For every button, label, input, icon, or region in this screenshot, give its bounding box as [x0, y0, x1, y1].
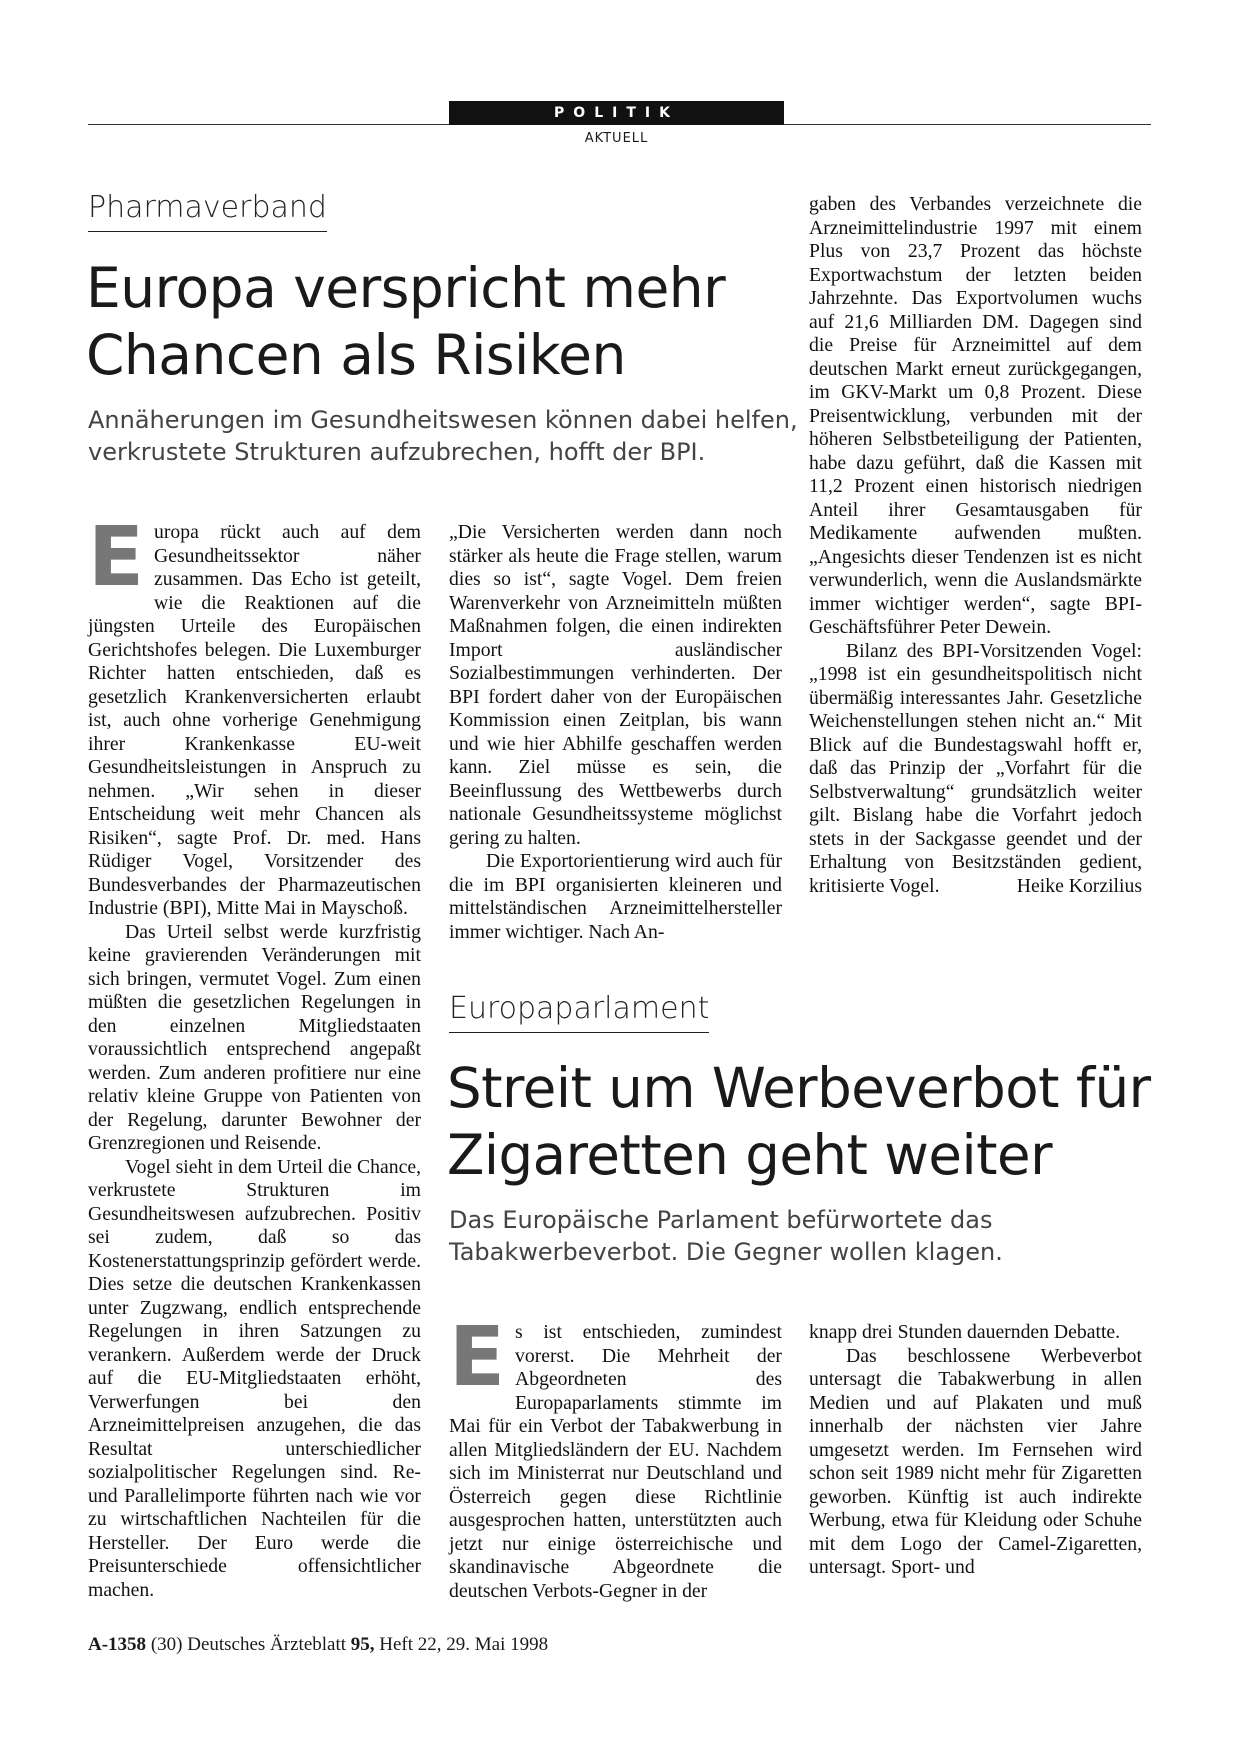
article2-column-2	[809, 1321, 1142, 1580]
article2-headline-line1: Streit um Werbeverbot für	[447, 1056, 1151, 1120]
article1-col2-para2: Die Exportorientierung wird auch für die im BPI organisierten kleineren und mittelständischen Arzneimittelhersteller immer wichtiger. Nach An-	[449, 850, 782, 943]
article2-headline-line2: Zigaretten geht weiter	[447, 1123, 1053, 1187]
article2-col2-para1: s ist entschieden, zumindest vorerst. Die Mehrheit der Abgeordneten des Europaparlaments stimmte im Mai für ein Verbot der Tabakwerbung in allen Mitgliedsländern der EU. Nachdem sich im Ministerrat nur Deutschland und Österreich gegen diese Richtlinie ausgesprochen hatten, unterstützten auch jetzt nur einige österreichische und skandinavische Abgeordnete die deutschen Verbots-Gegner in der	[449, 1321, 782, 1602]
article2-deck-line1: Das Europäische Parlament befürwortete das	[449, 1206, 993, 1234]
article1-headline-line2: Chancen als Risiken	[86, 323, 626, 387]
article1-col3-para2: Bilanz des BPI-Vorsitzenden Vogel: „1998 ist ein gesundheitspolitisch nicht übermäßig interessantes Jahr. Gesetzliche Weichenstellungen stehen nicht an.“ Mit Blick auf die Bundestagswahl hofft er, daß das Prinzip der „Vorfahrt für die Selbstverwaltung“ grundsätzlich weiter gilt. Bislang habe die Vorfahrt jedoch stets in der Sackgasse geendet und der Erhaltung von Besitzständen gedient, kritisierte Vogel.	[809, 639, 1142, 897]
article1-column-3	[809, 193, 1142, 898]
footer-volume: 95,	[350, 1634, 375, 1655]
subsection-label: AKTUELL	[584, 131, 649, 146]
footer-issue-suffix: Heft 22, 29. Mai 1998	[379, 1634, 549, 1655]
footer-issue-prefix: (30) Deutsches Ärzteblatt	[150, 1634, 347, 1655]
article1-author: Heike Korzilius	[1016, 874, 1142, 897]
article2-col3-para2: Das beschlossene Werbeverbot untersagt die Tabakwerbung in allen Medien und auf Plakaten und muß innerhalb der nächsten vier Jahre umgesetzt werden. Im Fernsehen wird schon seit 1989 nicht mehr für Zigaretten geworben. Künftig ist auch indirekte Werbung, etwa für Kleidung oder Schuhe mit dem Logo der Camel-Zigaretten, untersagt. Sport- und	[809, 1344, 1142, 1578]
article1-col1-para3: Vogel sieht in dem Urteil die Chance, verkrustete Strukturen im Gesundheitswesen aufzubrechen. Positiv sei zudem, daß so das Kostenerstattungsprinzip gefördert werde. Dies setze die deutschen Krankenkassen unter Zugzwang, endlich entsprechende Regelungen in ihren Satzungen zu verankern. Außerdem werde der Druck auf die EU-Mitgliedstaaten erhöht, Verwerfungen bei den Arzneimittelpreisen anzugehen, die das Resultat unterschiedlicher sozialpolitischer Regelungen sind. Re- und Parallelimporte führten nach wie vor zu wirtschaftlichen Nachteilen für die Hersteller. Der Euro werde die Preisunterschiede offensichtlicher machen.	[88, 1155, 421, 1601]
article2-headline	[447, 1055, 1151, 1189]
article2-deck-line2: Tabakwerbeverbot. Die Gegner wollen klagen.	[449, 1238, 1003, 1266]
article1-column-1	[88, 510, 421, 1602]
article1-dropcap: E	[88, 510, 145, 605]
article1-headline	[86, 255, 725, 389]
article2-column-1	[449, 1310, 782, 1603]
article1-column-2	[449, 521, 782, 944]
article1-col3-para1: gaben des Verbandes verzeichnete die Arzneimittelindustrie 1997 mit einem Plus von 23,7 Prozent das höchste Exportwachstum der letzten beiden Jahrzehnte. Das Exportvolumen wuchs auf 21,6 Milliarden DM. Dagegen sind die Preise für Arzneimittel auf dem deutschen Markt erneut zurückgegangen, im GKV-Markt um 0,8 Prozent. Diese Preisentwicklung, verbunden mit der höheren Selbstbeteiligung der Patienten, habe dazu geführt, daß die Kassen mit 11,2 Prozent einen historisch niedrigen Anteil ihrer Gesamtausgaben für Medikamente aufwenden mußten. „Angesichts dieser Tendenzen ist es nicht verwunderlich, wenn die Auslandsmärkte immer wichtiger werden“, sagte BPI-Geschäftsführer Peter Dewein.	[809, 193, 1142, 638]
article1-deck-line1: Annäherungen im Gesundheitswesen können dabei helfen,	[88, 406, 798, 434]
article2-col3-para1: knapp drei Stunden dauernden Debatte.	[809, 1321, 1121, 1343]
article1-headline-line1: Europa verspricht mehr	[86, 256, 726, 320]
article2-dropcap: E	[449, 1310, 506, 1405]
article1-deck-line2: verkrustete Strukturen aufzubrechen, hofft der BPI.	[88, 438, 706, 466]
article1-col1-para1: uropa rückt auch auf dem Gesundheitssektor näher zusammen. Das Echo ist geteilt, wie die Reaktionen auf die jüngsten Urteile des Europäischen Gerichtshofes belegen. Die Luxemburger Richter hatten entschieden, daß es gesetzlich Krankenversicherten erlaubt ist, auch ohne vorherige Genehmigung ihrer Krankenkasse EU-weit Gesundheitsleistungen in Anspruch zu nehmen. „Wir sehen in dieser Entscheidung weit mehr Chancen als Risiken“, sagte Prof. Dr. med. Hans Rüdiger Vogel, Vorsitzender des Bundesverbandes der Pharmazeutischen Industrie (BPI), Mitte Mai in Mayschoß.	[88, 521, 421, 919]
article1-kicker: Pharmaverband	[88, 190, 327, 232]
page-footer	[88, 1634, 548, 1656]
article1-col2-para1: „Die Versicherten werden dann noch stärker als heute die Frage stellen, warum dies so ist“, sagte Vogel. Dem freien Warenverkehr von Arzneimitteln müßten Maßnahmen folgen, die einen indirekten Import ausländischer Sozialbestimmungen verhinderten. Der BPI fordert daher von der Europäischen Kommission einen Zeitplan, bis wann und wie hier Abhilfe geschaffen werden kann. Ziel müsse es sein, die Beeinflussung des Wettbewerbs durch nationale Gesundheitssysteme möglichst gering zu halten.	[449, 521, 782, 849]
article2-deck	[449, 1204, 1003, 1268]
article2-kicker: Europaparlament	[449, 991, 709, 1033]
page-number: A-1358	[88, 1634, 147, 1655]
section-label: POLITIK	[449, 101, 784, 125]
article1-col1-para2: Das Urteil selbst werde kurzfristig keine gravierenden Veränderungen mit sich bringen, vermutet Vogel. Zum einen müßten die gesetzlichen Regelungen in den einzelnen Mitgliedstaaten voraussichtlich entsprechend angepaßt werden. Zum anderen profitiere nur eine relativ kleine Gruppe von Patienten von der Regelung, darunter Bewohner der Grenzregionen und Reisende.	[88, 920, 421, 1154]
article1-deck	[88, 404, 798, 468]
